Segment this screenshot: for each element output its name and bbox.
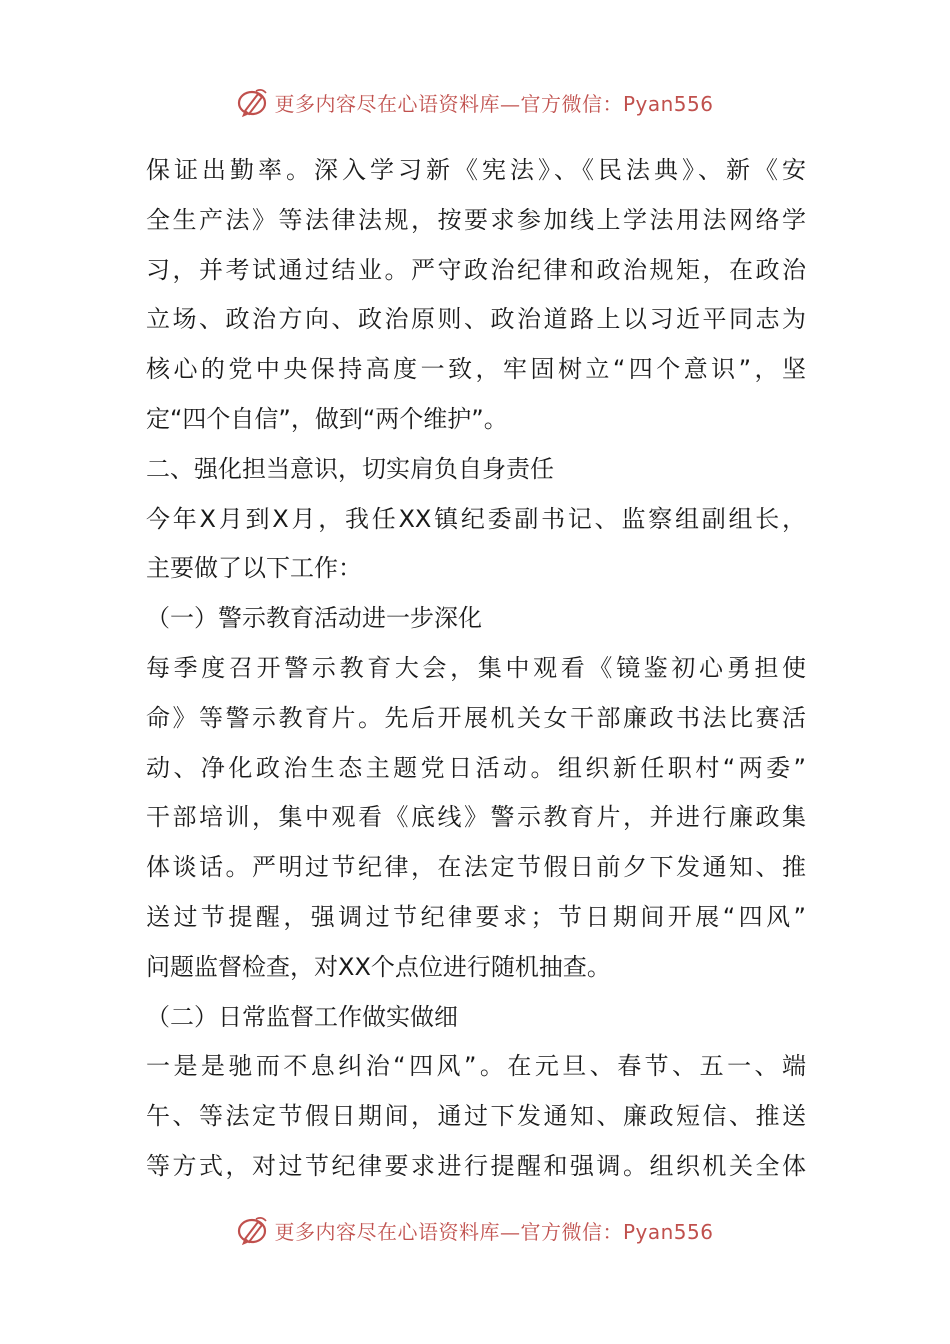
pen-logo-icon xyxy=(236,85,270,119)
footer-banner-contact: 官方微信：Pyan556 xyxy=(520,1219,714,1244)
body-line: 今年X月到X月，我任XX镇纪委副书记、监察组副组长， xyxy=(146,504,806,533)
body-line: 立场、政治方向、政治原则、政治道路上以习近平同志为 xyxy=(146,305,806,334)
body-line: 全生产法》等法律法规，按要求参加线上学法用法网络学 xyxy=(146,205,806,234)
subsection-heading: （二）日常监督工作做实做细 xyxy=(146,1002,458,1031)
body-line: 动、净化政治生态主题党日活动。组织新任职村“两委” xyxy=(146,753,806,782)
body-line: 体谈话。严明过节纪律，在法定节假日前夕下发通知、推 xyxy=(146,853,806,882)
body-line: 问题监督检查，对XX个点位进行随机抽查。 xyxy=(146,952,611,981)
subsection-heading: （一）警示教育活动进一步深化 xyxy=(146,604,482,633)
body-line: 送过节提醒，强调过节纪律要求；节日期间开展“四风” xyxy=(146,902,806,931)
footer-banner xyxy=(0,1210,950,1250)
document-body xyxy=(146,146,806,1192)
body-line: 保证出勤率。深入学习新《宪法》、《民法典》、新《安 xyxy=(146,156,806,184)
header-banner-text: 更多内容尽在心语资料库—官方微信：Pyan556 xyxy=(274,91,714,116)
body-line: 习，并考试通过结业。严守政治纪律和政治规矩，在政治 xyxy=(146,255,806,284)
body-line: 命》等警示教育片。先后开展机关女干部廉政书法比赛活 xyxy=(146,703,806,732)
body-line: 一是是驰而不息纠治“四风”。在元旦、春节、五一、端 xyxy=(146,1052,806,1081)
pen-logo-icon xyxy=(236,1213,270,1247)
body-line: 核心的党中央保持高度一致，牢固树立“四个意识”，坚 xyxy=(146,355,806,384)
body-line: 干部培训，集中观看《底线》警示教育片，并进行廉政集 xyxy=(146,803,806,832)
body-line: 等方式，对过节纪律要求进行提醒和强调。组织机关全体 xyxy=(146,1151,806,1180)
body-line: 午、等法定节假日期间，通过下发通知、廉政短信、推送 xyxy=(146,1102,806,1131)
footer-banner-text: 更多内容尽在心语资料库—官方微信：Pyan556 xyxy=(274,1219,714,1244)
body-line: 主要做了以下工作： xyxy=(146,554,362,583)
body-line: 定“四个自信”，做到“两个维护”。 xyxy=(146,404,508,433)
section-heading: 二、强化担当意识，切实肩负自身责任 xyxy=(146,454,554,483)
header-banner xyxy=(0,82,950,122)
body-line: 每季度召开警示教育大会，集中观看《镜鉴初心勇担使 xyxy=(146,653,806,682)
header-banner-contact: 官方微信：Pyan556 xyxy=(520,91,714,116)
